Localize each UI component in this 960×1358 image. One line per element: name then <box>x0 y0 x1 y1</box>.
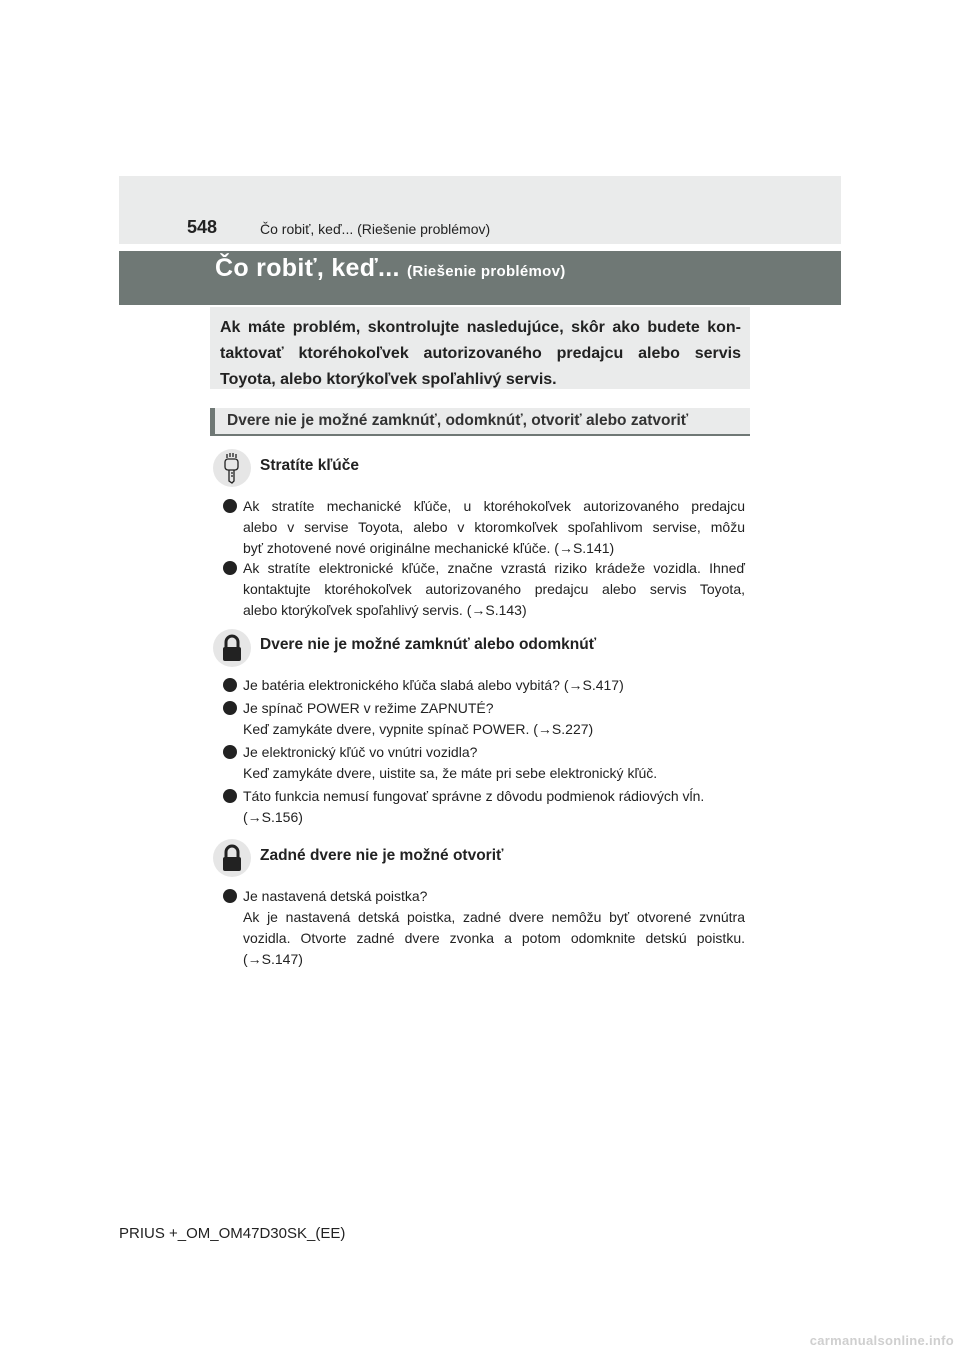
list-item: Je nastavená detská poistka? Ak je nastavená detská poistka, zadné dvere nemôžu byť otvorené zvnútra vozidla. Otvorte zadné dvere zvonka a potom odomknite detskú poistku. (→S.147) <box>223 886 745 970</box>
lock-icon <box>213 629 251 667</box>
bullet-icon <box>223 561 237 575</box>
section-divider <box>210 434 750 436</box>
page-number: 548 <box>187 217 218 237</box>
bullet-icon <box>223 678 237 692</box>
footer-doc-code: PRIUS +_OM_OM47D30SK_(EE) <box>119 1225 346 1242</box>
list-item: Táto funkcia nemusí fungovať správne z dôvodu podmienok rádiových vĺn. (→S.156) <box>223 786 745 828</box>
bullet-icon <box>223 789 237 803</box>
subsection-heading-door-lock: Dvere nie je možné zamknúť alebo odomknúť <box>260 636 597 653</box>
page-title-main: Čo robiť, keď... <box>215 254 400 282</box>
bullet-icon <box>223 701 237 715</box>
subsection-heading-lost-keys: Stratíte kľúče <box>260 457 360 474</box>
lock-icon <box>213 839 251 877</box>
bullet-icon <box>223 889 237 903</box>
list-item: Ak stratíte elektronické kľúče, značne vzrastá riziko krádeže vozidla. Ihneď kontaktujte ktoréhokoľvek autorizovaného predajcu alebo servis Toyota, alebo ktorýkoľvek spoľahlivý servis. (→S.143) <box>223 558 745 621</box>
key-icon <box>213 449 251 487</box>
page-title-sub: (Riešenie problémov) <box>407 263 566 280</box>
section-heading <box>210 408 750 434</box>
list-item: Je batéria elektronického kľúča slabá alebo vybitá? (→S.417) <box>223 675 745 696</box>
watermark: carmanualsonline.info <box>809 1333 954 1348</box>
list-item: Ak stratíte mechanické kľúče, u ktoréhokoľvek autorizovaného predajcu alebo v servise Toyota, alebo v ktoromkoľvek spoľahlivom servise, môžu byť zhotovené nové originálne mechanické kľúče. (→S.141) <box>223 496 745 559</box>
intro-box: Ak máte problém, skontrolujte nasledujúce, skôr ako budete kon-taktovať ktoréhokoľvek autorizovaného predajcu alebo servis Toyota, alebo ktorýkoľvek spoľahlivý servis. <box>210 307 750 389</box>
list-item: Je elektronický kľúč vo vnútri vozidla? Keď zamykáte dvere, uistite sa, že máte pri sebe elektronický kľúč. <box>223 742 745 784</box>
bullet-icon <box>223 499 237 513</box>
bullet-icon <box>223 745 237 759</box>
running-title: Čo robiť, keď... (Riešenie problémov) <box>260 221 491 237</box>
list-item: Je spínač POWER v režime ZAPNUTÉ? Keď zamykáte dvere, vypnite spínač POWER. (→S.227) <box>223 698 745 740</box>
page-title <box>215 254 566 283</box>
section-heading-text: Dvere nie je možné zamknúť, odomknúť, otvoriť alebo zatvoriť <box>227 412 689 429</box>
subsection-heading-rear-door: Zadné dvere nie je možné otvoriť <box>260 847 504 864</box>
